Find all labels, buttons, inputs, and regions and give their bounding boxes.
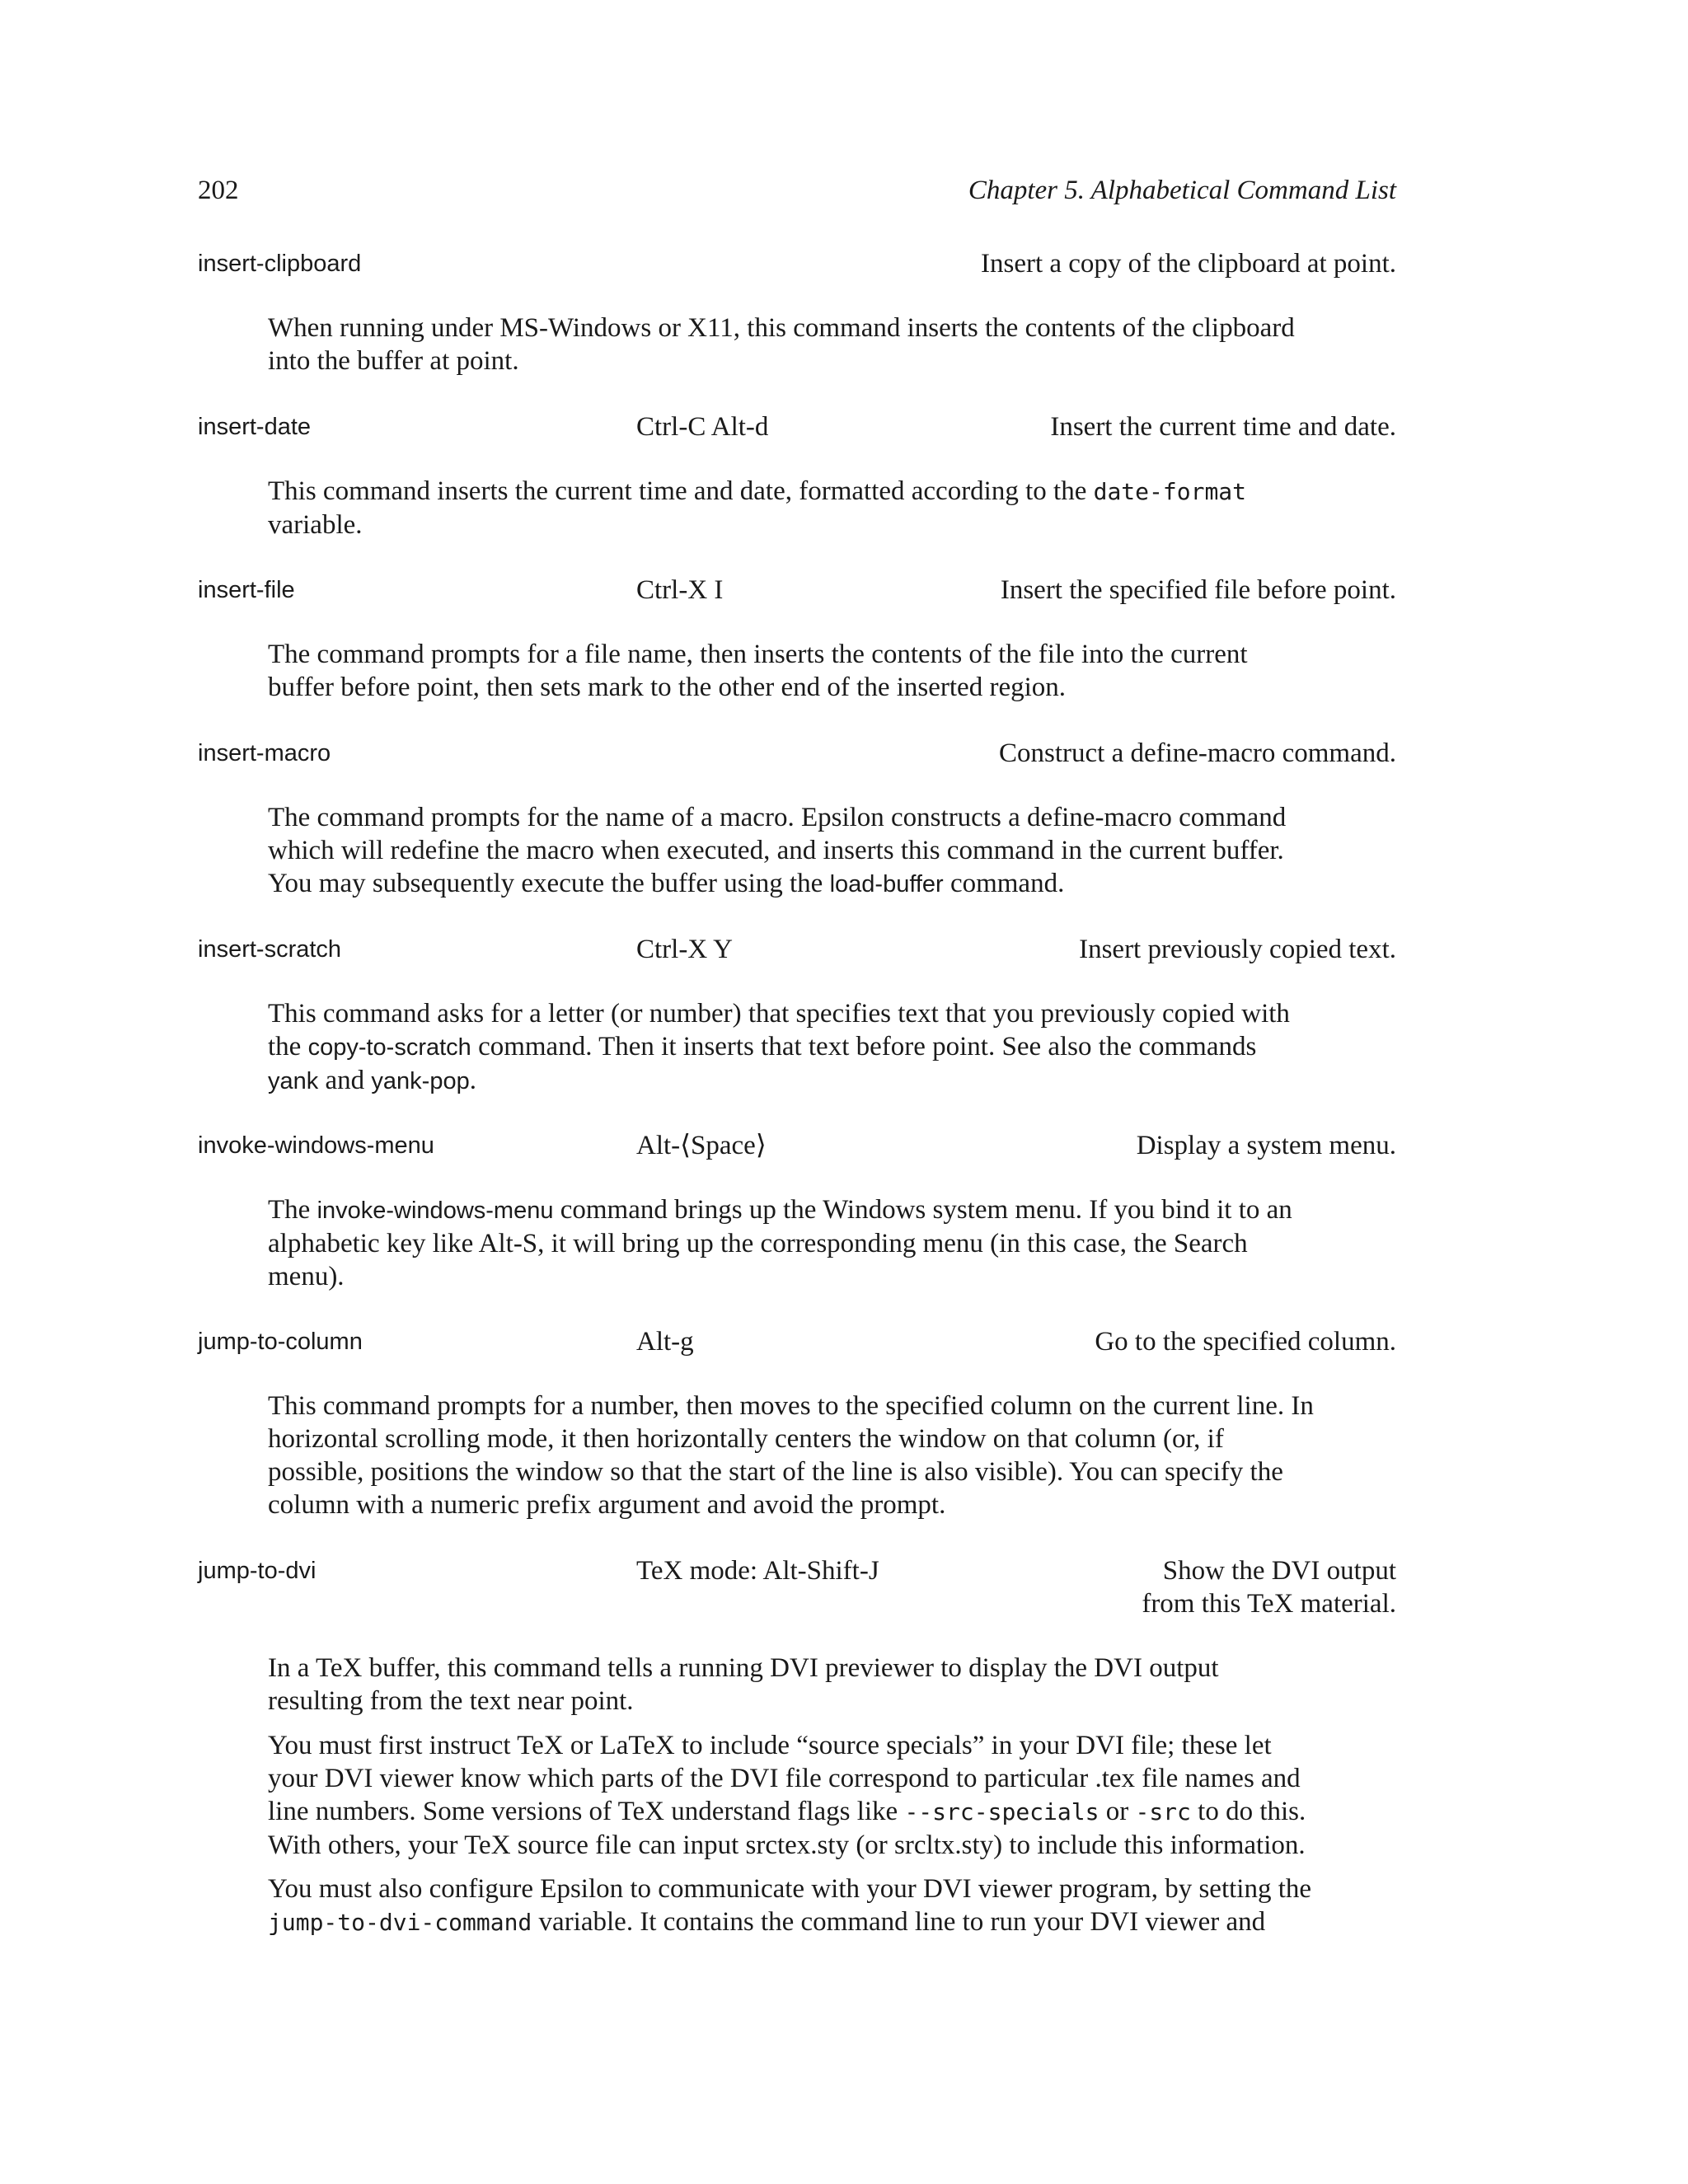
- command-reference: yank-pop: [371, 1068, 470, 1094]
- command-name: jump-to-dvi: [198, 1558, 316, 1584]
- key-binding: Ctrl-X I: [636, 575, 724, 605]
- desc-text: or: [1099, 1797, 1136, 1826]
- key-binding: TeX mode: Alt-Shift-J: [636, 1556, 879, 1586]
- entry-heading-jump-to-column: [198, 1325, 1396, 1361]
- entry-heading-insert-date: [198, 410, 1396, 447]
- desc-line: You must first instruct TeX or LaTeX to include “source specials” in your DVI file; these let: [268, 1731, 1272, 1760]
- entry-heading-invoke-windows-menu: [198, 1129, 1396, 1165]
- command-summary: [1142, 1554, 1396, 1620]
- desc-line: into the buffer at point.: [268, 346, 519, 376]
- desc-line: The command prompts for a file name, then inserts the contents of the file into the current: [268, 640, 1248, 669]
- entry-description-insert-date: [268, 475, 1335, 541]
- desc-text: command brings up the Windows system menu. If you bind it to an: [553, 1195, 1292, 1225]
- desc-text: and: [318, 1066, 372, 1095]
- command-summary: Construct a define-macro command.: [999, 738, 1396, 768]
- desc-line: buffer before point, then sets mark to the other end of the inserted region.: [268, 673, 1067, 702]
- desc-text: the: [268, 1032, 308, 1062]
- command-name: invoke-windows-menu: [198, 1132, 434, 1159]
- entry-heading-insert-scratch: [198, 933, 1396, 969]
- command-name: insert-file: [198, 577, 295, 603]
- key-binding: Alt-⟨Space⟩: [636, 1131, 767, 1160]
- summary-line: Show the DVI output: [1162, 1556, 1396, 1586]
- desc-text: to do this.: [1190, 1797, 1306, 1826]
- entry-description-jump-to-column: [268, 1390, 1335, 1521]
- desc-line: horizontal scrolling mode, it then horizontally centers the window on that column (or, if: [268, 1424, 1224, 1454]
- entry-description-jump-to-dvi-para-1: [268, 1652, 1335, 1718]
- desc-line: alphabetic key like Alt-S, it will bring up the corresponding menu (in this case, the Search: [268, 1229, 1248, 1258]
- desc-text: This command inserts the current time and date, formatted according to the: [268, 476, 1094, 506]
- page-number: 202: [198, 176, 239, 205]
- entry-heading-insert-file: [198, 574, 1396, 610]
- command-name: insert-scratch: [198, 936, 342, 963]
- desc-line: The command prompts for the name of a macro. Epsilon constructs a define-macro command: [268, 803, 1287, 832]
- command-summary: Display a system menu.: [1136, 1131, 1396, 1160]
- command-reference: copy-to-scratch: [307, 1034, 471, 1061]
- desc-line: resulting from the text near point.: [268, 1686, 634, 1716]
- entry-description-jump-to-dvi-para-3: [268, 1872, 1335, 1939]
- desc-line: With others, your TeX source file can input srctex.sty (or srcltx.sty) to include this information.: [268, 1830, 1306, 1860]
- variable-name: date-format: [1093, 478, 1247, 505]
- desc-line: column with a numeric prefix argument and avoid the prompt.: [268, 1490, 946, 1520]
- summary-line: from this TeX material.: [1142, 1589, 1396, 1619]
- entry-description-insert-macro: [268, 801, 1335, 901]
- command-reference: load-buffer: [829, 871, 944, 898]
- command-name: insert-macro: [198, 740, 331, 766]
- desc-line: your DVI viewer know which parts of the DVI file correspond to particular .tex file names and: [268, 1764, 1301, 1793]
- running-head: [198, 170, 1396, 211]
- desc-text: command.: [943, 869, 1065, 898]
- command-reference: yank: [268, 1068, 319, 1094]
- command-summary: Go to the specified column.: [1095, 1327, 1396, 1357]
- desc-text: line numbers. Some versions of TeX understand flags like: [268, 1797, 905, 1826]
- desc-line: menu).: [268, 1262, 345, 1291]
- entry-heading-insert-clipboard: [198, 247, 1396, 284]
- desc-text: You may subsequently execute the buffer using the: [268, 869, 830, 898]
- entry-heading-jump-to-dvi: [198, 1554, 1396, 1624]
- key-binding: Alt-g: [636, 1327, 694, 1357]
- desc-text: command. Then it inserts that text before point. See also the commands: [471, 1032, 1257, 1062]
- desc-line: This command asks for a letter (or number) that specifies text that you previously copied with: [268, 999, 1290, 1029]
- flag-name: --src-specials: [904, 1798, 1100, 1825]
- entry-heading-insert-macro: [198, 737, 1396, 773]
- entry-description-insert-file: [268, 638, 1335, 704]
- command-summary: Insert a copy of the clipboard at point.: [980, 249, 1396, 279]
- entry-description-jump-to-dvi-para-2: [268, 1729, 1335, 1862]
- desc-line: This command prompts for a number, then moves to the specified column on the current line. In: [268, 1391, 1314, 1421]
- desc-line: You must also configure Epsilon to communicate with your DVI viewer program, by setting the: [268, 1874, 1312, 1904]
- entry-description-invoke-windows-menu: [268, 1193, 1335, 1293]
- desc-text: variable. It contains the command line to run your DVI viewer and: [532, 1907, 1266, 1937]
- command-name: insert-date: [198, 414, 312, 440]
- desc-line: When running under MS-Windows or X11, this command inserts the contents of the clipboard: [268, 313, 1295, 343]
- entry-description-insert-scratch: [268, 997, 1335, 1098]
- flag-name: -src: [1135, 1798, 1191, 1825]
- command-summary: Insert the current time and date.: [1050, 412, 1396, 442]
- command-name: jump-to-column: [198, 1329, 363, 1355]
- desc-line: which will redefine the macro when executed, and inserts this command in the current buffer.: [268, 836, 1284, 865]
- command-reference: invoke-windows-menu: [316, 1197, 554, 1224]
- variable-name: jump-to-dvi-command: [268, 1909, 532, 1936]
- desc-line: possible, positions the window so that the start of the line is also visible). You can specify the: [268, 1457, 1283, 1487]
- desc-line: In a TeX buffer, this command tells a running DVI previewer to display the DVI output: [268, 1653, 1219, 1683]
- desc-text: The: [268, 1195, 317, 1225]
- command-name: insert-clipboard: [198, 251, 362, 277]
- command-summary: Insert the specified file before point.: [1000, 575, 1396, 605]
- key-binding: Ctrl-X Y: [636, 935, 734, 964]
- chapter-title: Chapter 5. Alphabetical Command List: [968, 176, 1396, 205]
- command-summary: Insert previously copied text.: [1079, 935, 1396, 964]
- entry-description-insert-clipboard: [268, 312, 1335, 377]
- desc-text: .: [469, 1066, 476, 1095]
- desc-text: variable.: [268, 510, 363, 540]
- key-binding: Ctrl-C Alt-d: [636, 412, 769, 442]
